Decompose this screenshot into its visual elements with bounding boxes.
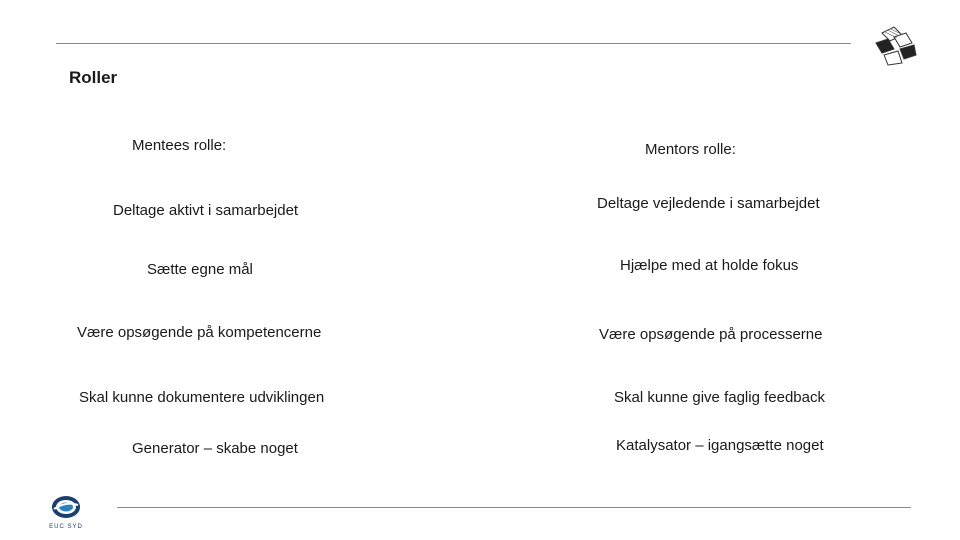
svg-text:EUC SYD: EUC SYD: [49, 524, 83, 530]
bottom-divider: [117, 507, 911, 508]
mentor-item-2: Hjælpe med at holde fokus: [620, 257, 799, 274]
page-title: Roller: [69, 68, 118, 87]
euc-syd-logo-icon: [40, 492, 92, 532]
mentee-item-4: Skal kunne dokumentere udviklingen: [79, 389, 325, 406]
top-divider: [56, 43, 851, 44]
mentor-heading: Mentors rolle:: [645, 141, 736, 158]
mentee-heading: Mentees rolle:: [132, 137, 227, 154]
mentor-item-1: Deltage vejledende i samarbejdet: [597, 195, 820, 212]
mentee-item-2: Sætte egne mål: [147, 261, 253, 278]
mentee-item-5: Generator – skabe noget: [132, 440, 298, 457]
mentor-item-4: Skal kunne give faglig feedback: [614, 389, 825, 406]
puzzle-logo-icon: [872, 25, 918, 67]
mentor-item-5: Katalysator – igangsætte noget: [616, 437, 824, 454]
mentee-item-1: Deltage aktivt i samarbejdet: [113, 202, 299, 219]
mentee-item-3: Være opsøgende på kompetencerne: [77, 324, 322, 341]
mentor-item-3: Være opsøgende på processerne: [599, 326, 823, 343]
